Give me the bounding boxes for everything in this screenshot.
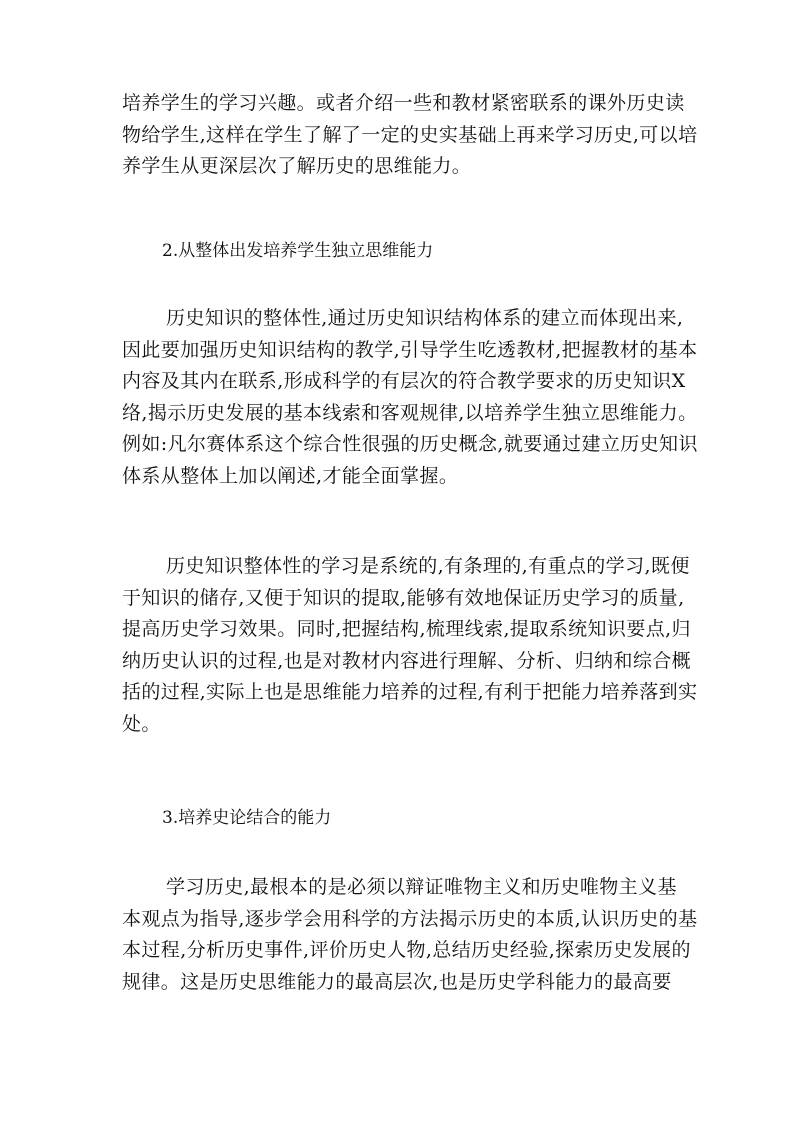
paragraph-2b [122,551,698,740]
paragraph-intro [122,88,698,183]
section-heading-3: 3.培养史论结合的能力 [162,808,332,828]
text-line: 于知识的储存,又便于知识的提取,能够有效地保证历史学习的质量, [122,586,685,609]
text-line: 因此要加强历史知识结构的教学,引导学生吃透教材,把握教材的基本 [122,338,698,361]
text-line: 历史知识的整体性,通过历史知识结构体系的建立而体现出来, [166,307,684,329]
section-heading-2: 2.从整体出发培养学生独立思维能力 [162,241,434,261]
text-line: 历史知识整体性的学习是系统的,有条理的,有重点的学习,既便 [166,555,690,577]
text-line: 本观点为指导,逐步学会用科学的方法揭示历史的本质,认识历史的基 [122,907,698,930]
text-line: 络,揭示历史发展的基本线索和客观规律,以培养学生独立思维能力。 [122,401,698,424]
text-line: 规律。这是历史思维能力的最高层次,也是历史学科能力的最高要 [122,970,672,993]
text-line: 本过程,分析历史事件,评价历史人物,总结历史经验,探索历史发展的 [122,939,691,961]
text-line: 纳历史认识的过程,也是对教材内容进行理解、分析、归纳和综合概 [122,649,692,672]
text-line: 体系从整体上加以阐述,才能全面掌握。 [122,464,459,487]
text-line: 学习历史,最根本的是必须以辩证唯物主义和历史唯物主义基 [166,876,677,898]
text-line: 括的过程,实际上也是思维能力培养的过程,有利于把能力培养落到实 [122,681,698,703]
text-line: 例如:凡尔赛体系这个综合性很强的历史概念,就要通过建立历史知识 [122,433,698,455]
text-line: 提高历史学习效果。同时,把握结构,梳理线索,提取系统知识要点,归 [122,618,691,640]
text-line: 物给学生,这样在学生了解了一定的史实基础上再来学习历史,可以培 [122,123,698,146]
text-line: 养学生从更深层次了解历史的思维能力。 [122,155,472,177]
text-line: 内容及其内在联系,形成科学的有层次的符合教学要求的历史知识X [122,370,686,392]
text-line: 培养学生的学习兴趣。或者介绍一些和教材紧密联系的课外历史读 [122,92,685,114]
text-line: 处。 [122,712,161,735]
paragraph-3a [122,872,698,998]
paragraph-2a [122,303,698,492]
